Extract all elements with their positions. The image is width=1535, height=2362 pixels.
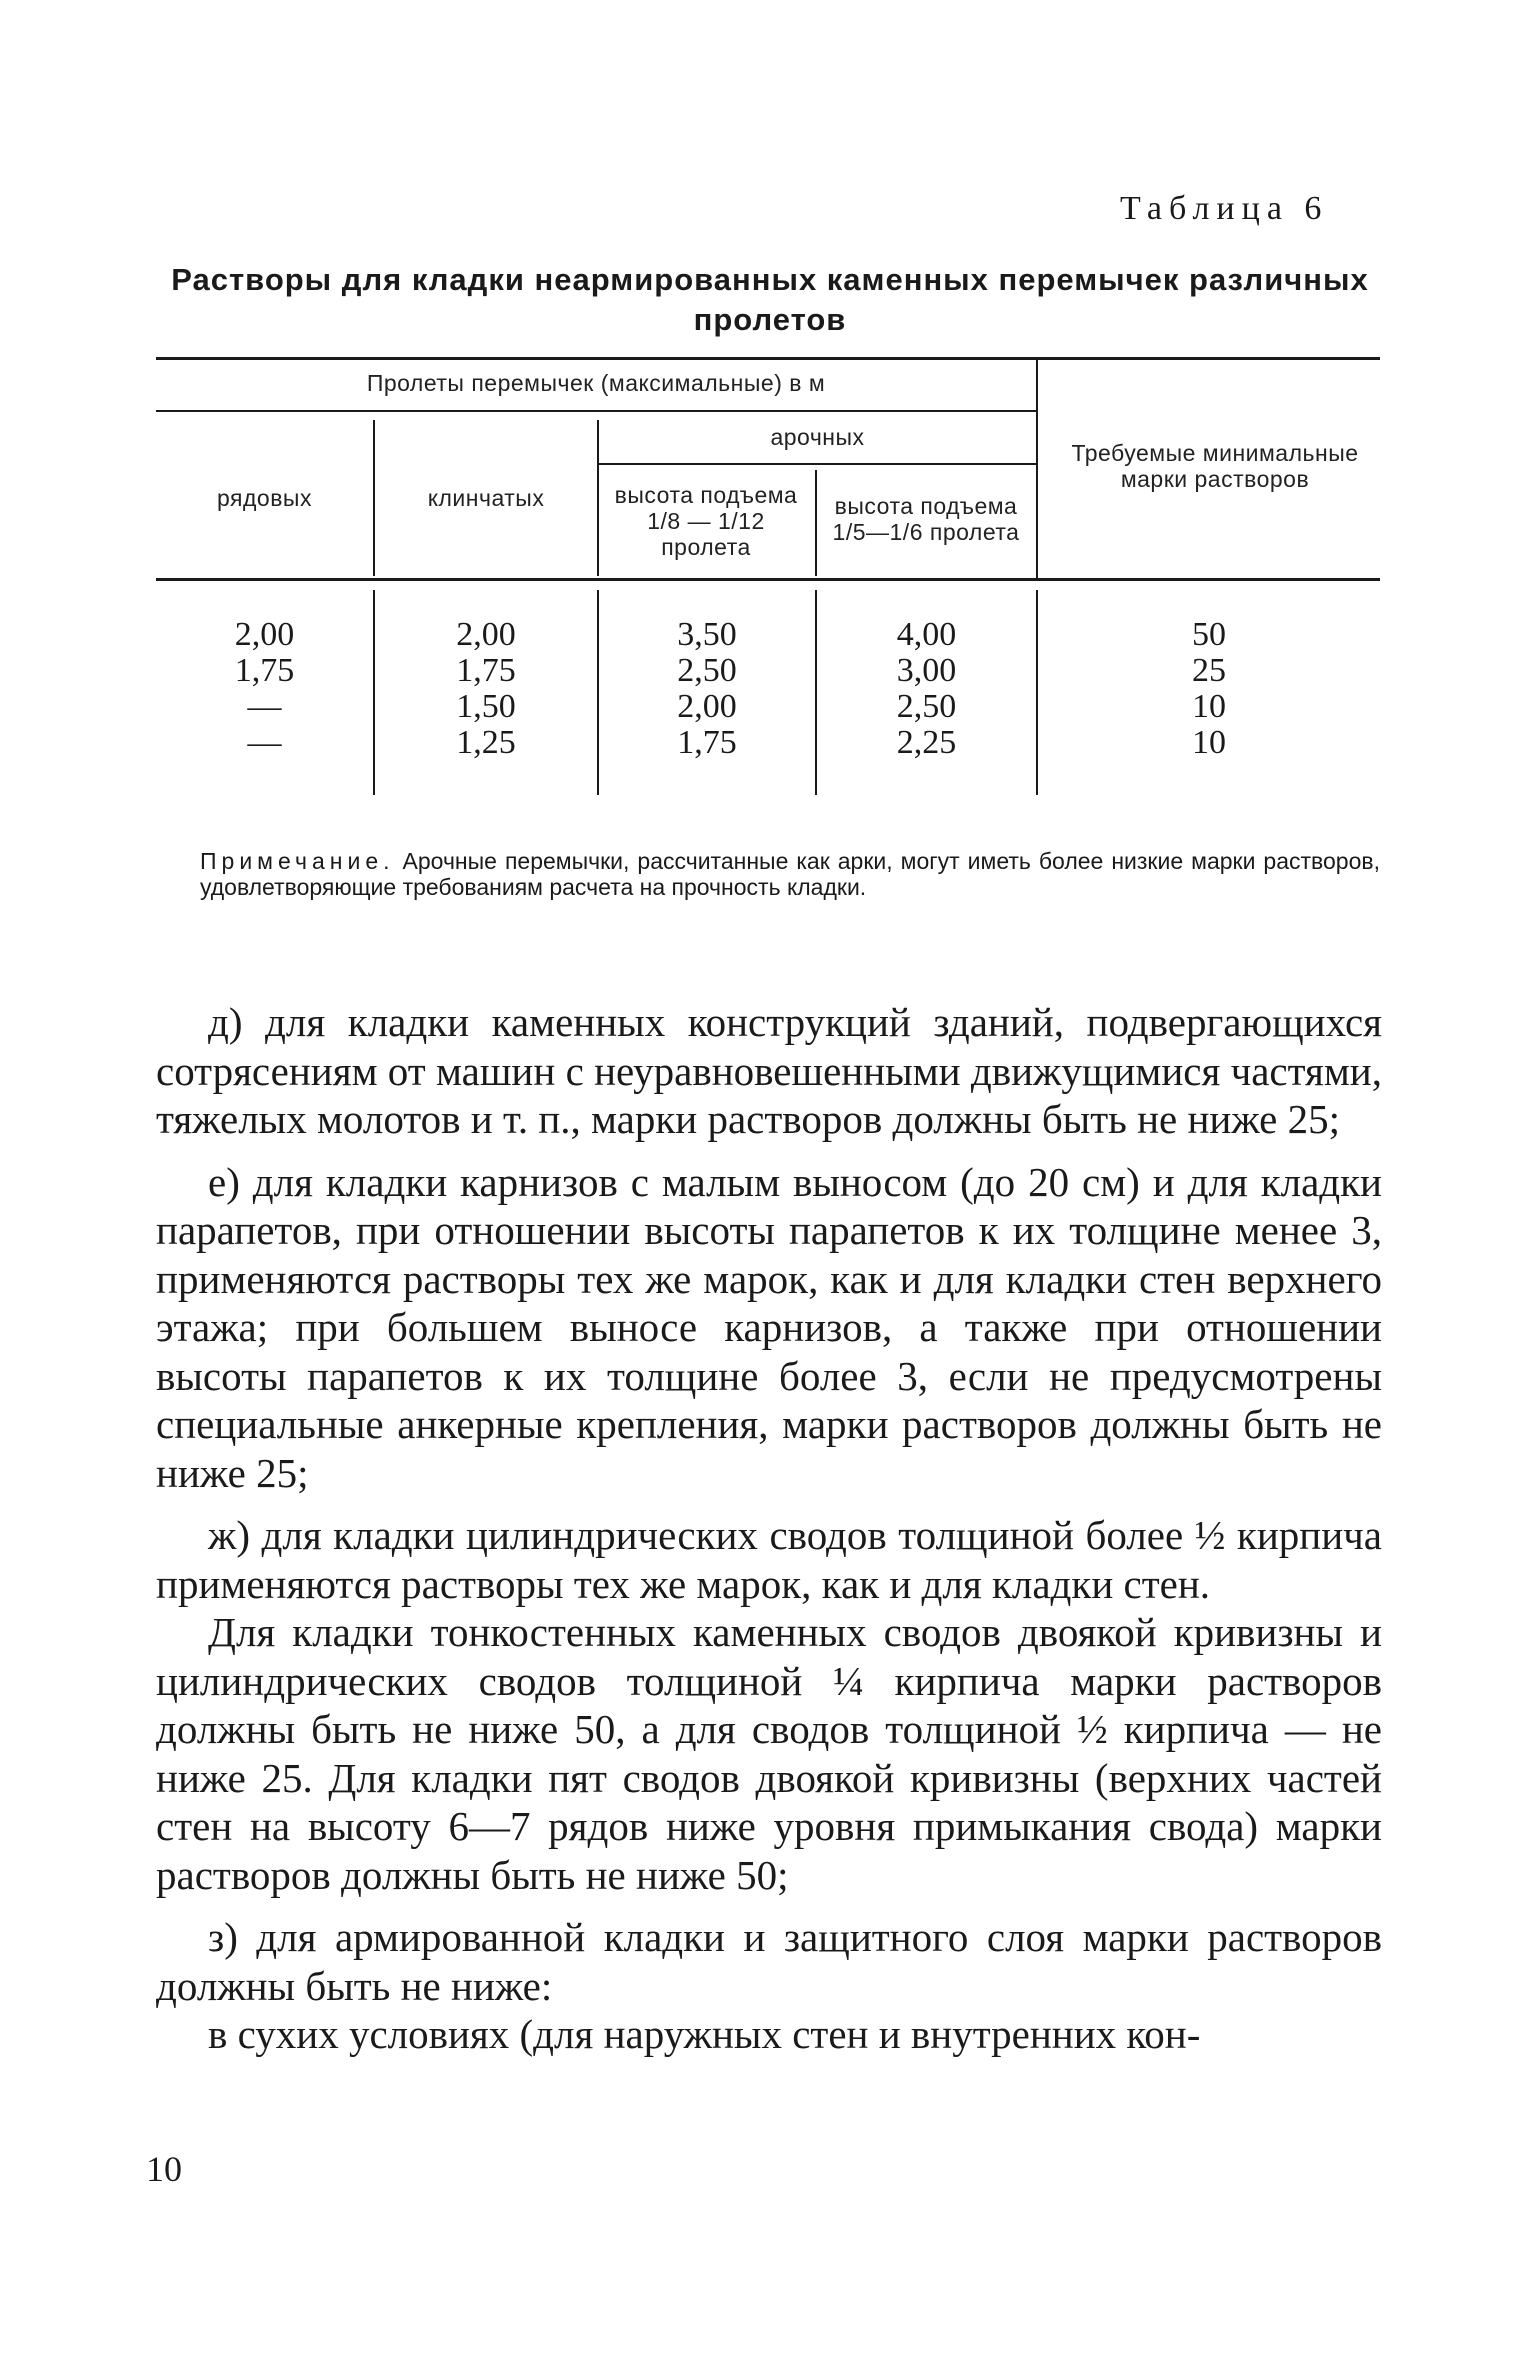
table-cell: 25 (1192, 652, 1226, 689)
table-cell: 10 (1192, 688, 1226, 725)
arched-header-rule (597, 463, 1036, 465)
header-arch-low-rise: высота подъема 1/8 — 1/12 пролета (614, 482, 798, 560)
group-header-rule (156, 410, 1036, 412)
header-spans-group: Пролеты перемычек (максимальные) в м (366, 370, 826, 396)
column-arch-high-values (817, 617, 1036, 761)
body-text (156, 998, 1382, 2059)
body-divider-1 (373, 590, 375, 795)
paragraph-dry-conditions: в сухих условиях (для наружных стен и внутренних кон- (208, 2011, 1201, 2057)
table-cell: 2,00 (234, 616, 295, 653)
header-divider-4 (1036, 360, 1038, 578)
table-cell: 1,75 (456, 652, 516, 689)
header-divider-1 (373, 420, 375, 576)
header-arched-group: арочных (770, 424, 865, 450)
table-cell: 10 (1192, 724, 1226, 761)
header-min-mortar-marks: Требуемые минимальные марки растворов (1071, 440, 1359, 492)
body-divider-2 (597, 590, 599, 795)
header-arch-high-rise: высота подъема 1/5—1/6 пролета (832, 493, 1020, 545)
table-cell: 1,75 (677, 724, 737, 761)
header-wedge-lintels: клинчатых (427, 485, 545, 511)
body-divider-3 (815, 590, 817, 795)
table-title: Растворы для кладки неармированных каменных перемычек различных пролетов (171, 262, 1369, 337)
paragraph-vaults: Для кладки тонкостенных каменных сводов двоякой кривизны и цилиндрических сводов толщиной ¼ кирпича марки растворов должны быть не ниже 50, а для сводов толщиной ½ кирпича — не ниже 25. Для кладки пят сводов двоякой кривизны (верхних частей стен на высоту 6—7 рядов ниже уровня примыкания свода) марки растворов должны быть не ниже 50; (156, 1609, 1382, 1898)
header-bottom-rule (156, 578, 1380, 581)
table-cell: 2,50 (896, 688, 957, 725)
table-cell: 2,00 (456, 616, 516, 653)
column-wedge-values (375, 617, 597, 761)
table-label: Таблица 6 (1120, 190, 1329, 227)
table-cell: — (247, 688, 282, 725)
table-cell: 2,50 (677, 652, 737, 689)
table-cell: 3,50 (677, 616, 737, 653)
paragraph-d: д) для кладки каменных конструкций зданий, подвергающихся сотрясениям от машин с неуравновешенными движущимися частями, тяжелых молотов и т. п., марки растворов должны быть не ниже 25; (156, 999, 1382, 1142)
note-text: Арочные перемычки, рассчитанные как арки, могут иметь более низкие марки растворов, удовлетворяющие требованиям расчета на прочность кладки. (200, 848, 1380, 900)
column-marks-values (1038, 617, 1380, 761)
paragraph-z: з) для армированной кладки и защитного слоя марки растворов должны быть не ниже: (156, 1914, 1382, 2009)
table-cell: 1,25 (456, 724, 516, 761)
header-divider-3 (815, 470, 817, 576)
paragraph-zh: ж) для кладки цилиндрических сводов толщиной более ½ кирпича применяются растворы тех же марок, как и для кладки стен. (156, 1512, 1382, 1607)
page-number: 10 (146, 2149, 182, 2189)
column-arch-low-values (599, 617, 815, 761)
column-row-values (156, 617, 373, 761)
body-divider-4 (1036, 590, 1038, 795)
table-cell: 4,00 (896, 616, 957, 653)
header-divider-2 (597, 420, 599, 576)
table-note (200, 848, 1380, 900)
note-label: Примечание. (200, 848, 395, 874)
table-cell: — (247, 724, 282, 761)
table-top-rule (156, 357, 1380, 360)
table-cell: 50 (1192, 616, 1226, 653)
table-cell: 3,00 (896, 652, 957, 689)
table-cell: 1,75 (234, 652, 295, 689)
header-row-lintels: рядовых (217, 485, 312, 511)
table-cell: 2,25 (896, 724, 957, 761)
table-cell: 2,00 (677, 688, 737, 725)
table-cell: 1,50 (456, 688, 516, 725)
paragraph-e: е) для кладки карнизов с малым выносом (до 20 см) и для кладки парапетов, при отношении высоты парапетов к их толщине менее 3, применяются растворы тех же марок, как и для кладки стен верхнего этажа; при большем выносе карнизов, а также при отношении высоты парапетов к их толщине более 3, если не предусмотрены специальные анкерные крепления, марки растворов должны быть не ниже 25; (156, 1158, 1382, 1496)
